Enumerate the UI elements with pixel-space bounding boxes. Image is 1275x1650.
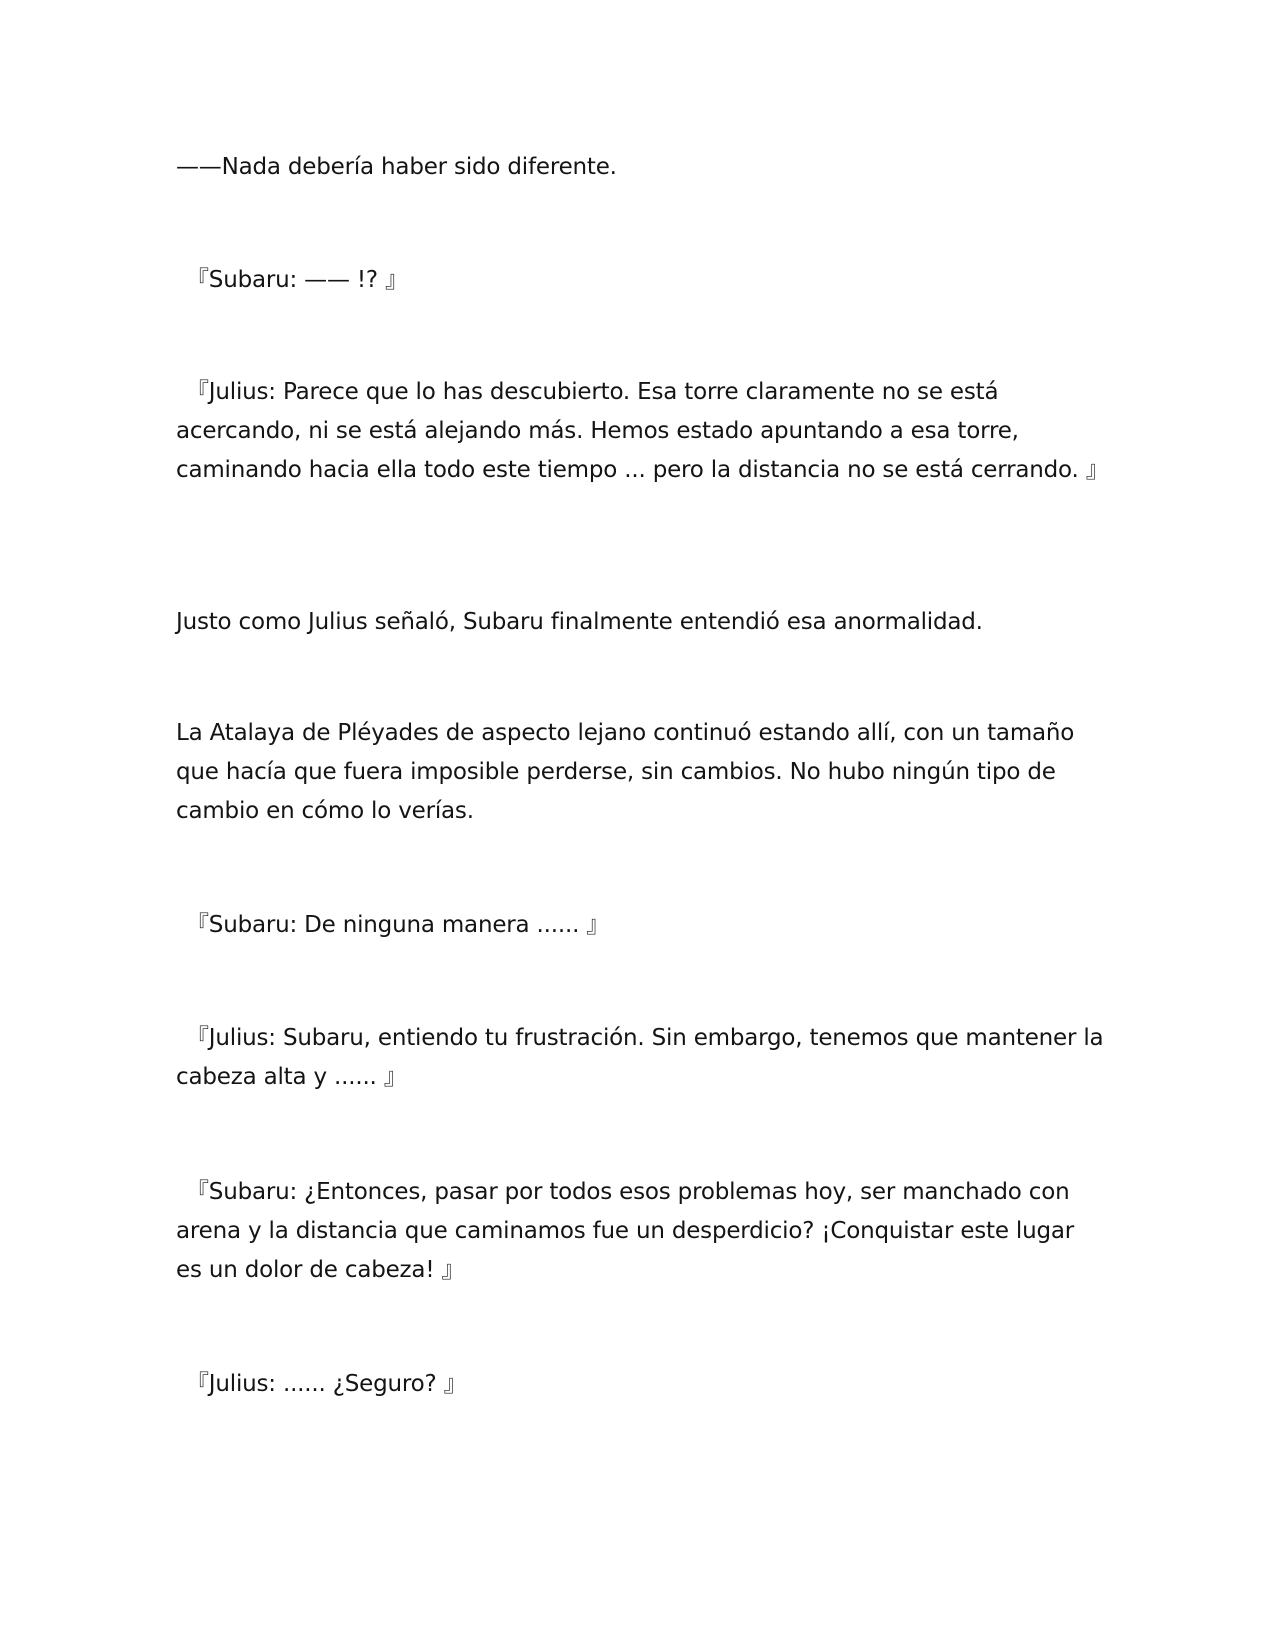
dialogue-julius-1: 『Julius: Parece que lo has descubierto. Esa torre claramente no se está acercando, ni se está alejando más. Hemos estado apuntando a esa torre, caminando hacia ella todo este tiempo ... pero la distancia no se está cerrando. 』 [176,379,1109,483]
dialogue-subaru-1: 『Subaru: —— !? 』 [186,267,408,293]
dialogue-julius-3: 『Julius: ...... ¿Seguro? 』 [186,1371,467,1397]
narration-paragraph-1: ——Nada debería haber sido diferente. [176,154,617,180]
narration-paragraph-2: Justo como Julius señaló, Subaru finalmente entendió esa anormalidad. [176,609,983,635]
dialogue-julius-2: 『Julius: Subaru, entiendo tu frustración. Sin embargo, tenemos que mantener la cabeza alta y ...... 』 [176,1025,1111,1090]
narration-paragraph-3: La Atalaya de Pléyades de aspecto lejano continuó estando allí, con un tamaño que hacía que fuera imposible perderse, sin cambios. No hubo ningún tipo de cambio en cómo lo verías. [176,720,1082,824]
dialogue-subaru-2: 『Subaru: De ninguna manera ...... 』 [186,912,610,938]
dialogue-subaru-3: 『Subaru: ¿Entonces, pasar por todos esos problemas hoy, ser manchado con arena y la distancia que caminamos fue un desperdicio? ¡Conquistar este lugar es un dolor de cabeza! 』 [176,1179,1082,1283]
